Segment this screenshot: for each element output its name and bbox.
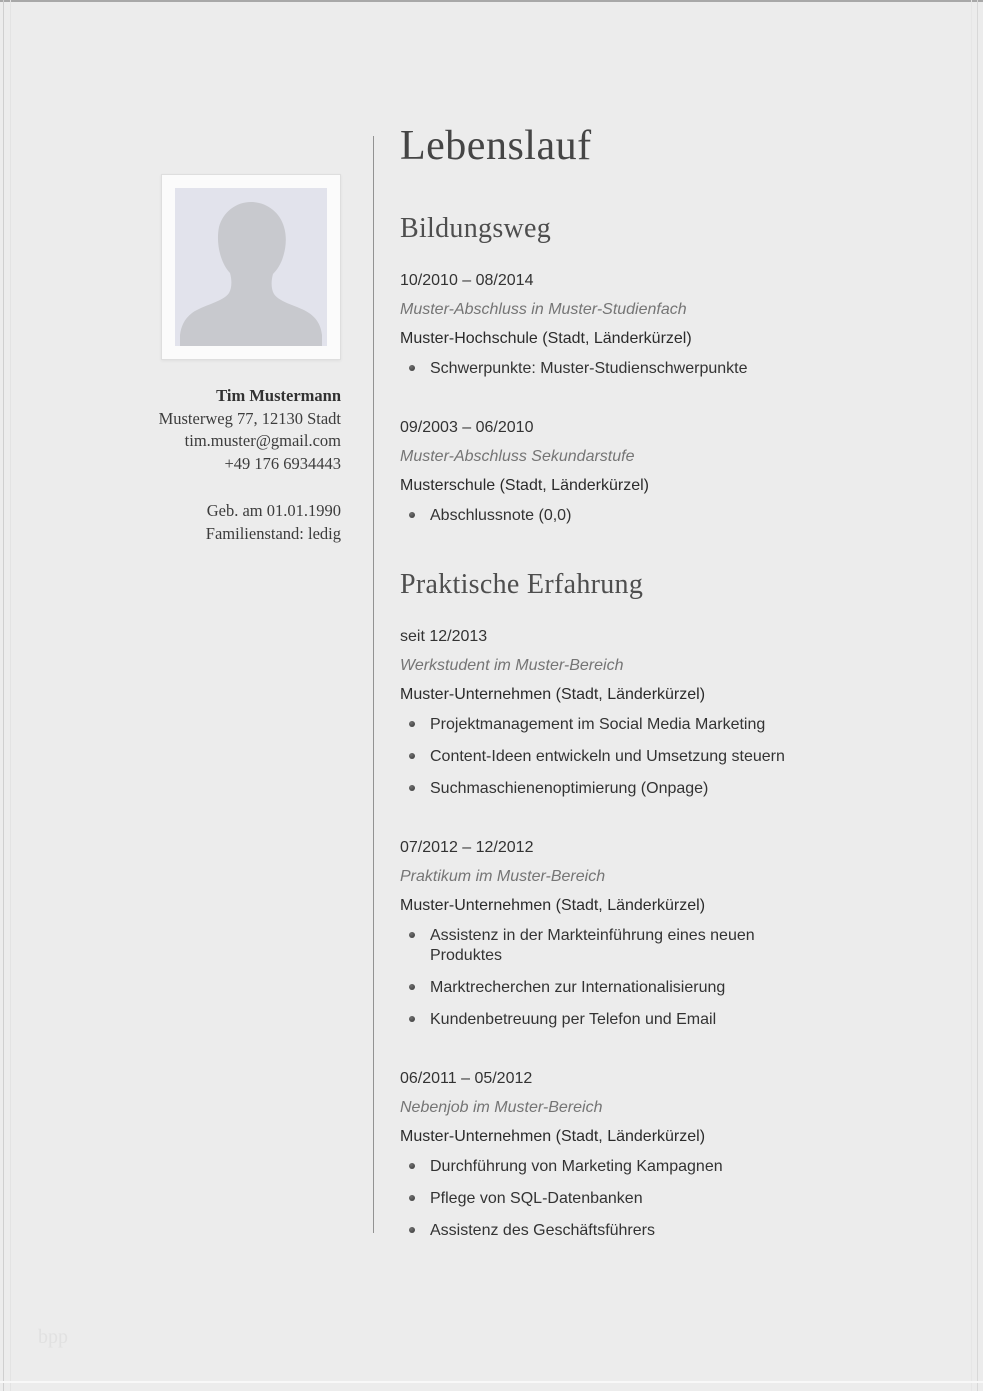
person-silhouette-icon <box>175 188 327 346</box>
contact-email: tim.muster@gmail.com <box>184 431 341 450</box>
experience-entry <box>400 1064 822 1241</box>
education-entry <box>400 413 822 526</box>
entry-date: 07/2012 – 12/2012 <box>400 839 534 856</box>
entry-organization: Musterschule (Stadt, Länderkürzel) <box>400 477 649 494</box>
entry-date: 09/2003 – 06/2010 <box>400 419 534 436</box>
entry-organization: Muster-Hochschule (Stadt, Länderkürzel) <box>400 330 692 347</box>
page-frame-left-line <box>3 0 4 1391</box>
bullet-item: Marktrecherchen zur Internationalisierung <box>400 978 822 998</box>
entry-role: Muster-Abschluss Sekundarstufe <box>400 448 635 465</box>
contact-phone: +49 176 6934443 <box>224 453 341 473</box>
entry-organization: Muster-Unternehmen (Stadt, Länderkürzel) <box>400 897 706 914</box>
section-experience <box>400 568 822 1241</box>
entry-bullet-list <box>400 1157 822 1241</box>
bullet-item: Abschlussnote (0,0) <box>400 506 822 526</box>
entry-organization: Muster-Unternehmen (Stadt, Länderkürzel) <box>400 1128 706 1145</box>
bullet-item: Pflege von SQL-Datenbanken <box>400 1189 822 1209</box>
contact-marital-status: Familienstand: ledig <box>205 523 341 543</box>
bullet-item: Content-Ideen entwickeln und Umsetzung steuern <box>400 747 822 767</box>
entry-date: 10/2010 – 08/2014 <box>400 272 534 289</box>
entry-date: 06/2011 – 05/2012 <box>400 1070 533 1087</box>
page-frame-bottom-line <box>0 1381 983 1383</box>
bullet-item: Schwerpunkte: Muster-Studienschwerpunkte <box>400 359 822 379</box>
bullet-item: Kundenbetreuung per Telefon und Email <box>400 1010 822 1030</box>
entry-bullet-list <box>400 715 822 799</box>
section-heading-education: Bildungsweg <box>400 213 552 244</box>
entry-bullet-list <box>400 926 822 1030</box>
entry-role: Praktikum im Muster-Bereich <box>400 868 606 885</box>
bullet-item: Projektmanagement im Social Media Marketing <box>400 715 822 735</box>
profile-photo <box>175 188 327 346</box>
sidebar <box>100 174 341 545</box>
profile-photo-frame <box>161 174 341 360</box>
page-frame-right-line <box>977 0 978 1391</box>
entry-role: Nebenjob im Muster-Bereich <box>400 1099 603 1116</box>
entry-bullet-list <box>400 506 822 526</box>
section-heading-experience: Praktische Erfahrung <box>400 569 644 600</box>
section-education <box>400 212 822 526</box>
contact-block <box>100 385 341 545</box>
bullet-item: Assistenz des Geschäftsführers <box>400 1221 822 1241</box>
entry-role: Muster-Abschluss in Muster-Studienfach <box>400 301 687 318</box>
contact-address: Musterweg 77, 12130 Stadt <box>158 408 341 428</box>
entry-organization: Muster-Unternehmen (Stadt, Länderkürzel) <box>400 686 706 703</box>
contact-name: Tim Mustermann <box>216 386 341 405</box>
experience-entry <box>400 622 822 799</box>
bullet-item: Durchführung von Marketing Kampagnen <box>400 1157 822 1177</box>
main-column <box>400 0 822 1241</box>
entry-date: seit 12/2013 <box>400 628 488 645</box>
column-divider <box>373 136 374 1233</box>
experience-entry <box>400 833 822 1030</box>
education-entry <box>400 266 822 379</box>
bullet-item: Assistenz in der Markteinführung eines neuen Produktes <box>400 926 822 966</box>
page-title: Lebenslauf <box>400 123 592 169</box>
entry-bullet-list <box>400 359 822 379</box>
contact-birthdate: Geb. am 01.01.1990 <box>206 501 341 520</box>
page-frame-left-line-2 <box>10 0 11 1391</box>
page-frame-right-line-2 <box>971 0 972 1391</box>
entry-role: Werkstudent im Muster-Bereich <box>400 657 624 674</box>
watermark: bpp <box>38 1326 68 1348</box>
bullet-item: Suchmaschienenoptimierung (Onpage) <box>400 779 822 799</box>
